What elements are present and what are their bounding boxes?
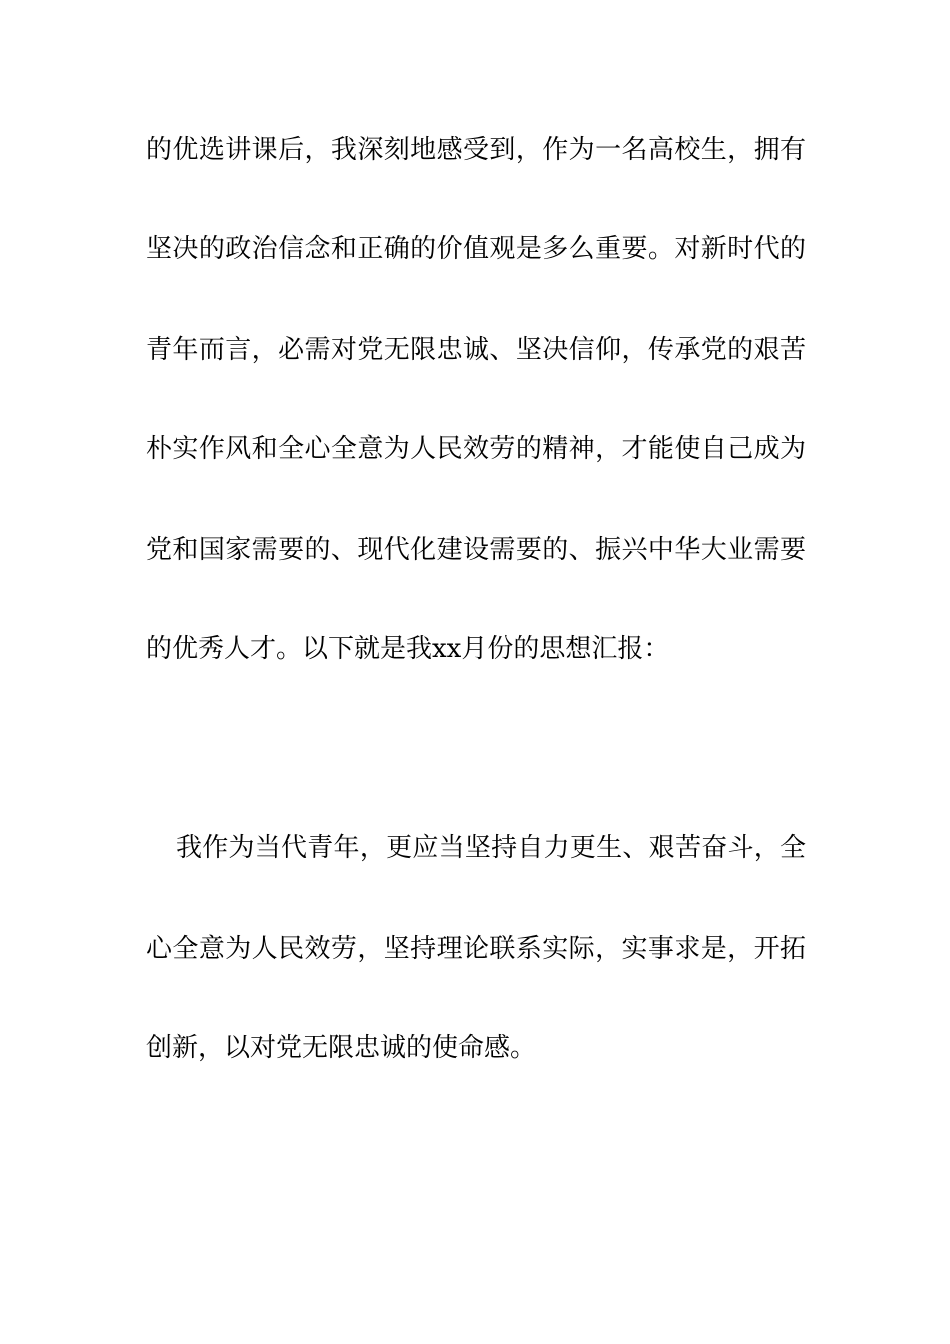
paragraph-2-line-3: 创新，以对党无限忠诚的使命感。 [146,1033,537,1063]
paragraph-2-line-2: 心全意为人民效劳，坚持理论联系实际，实事求是，开拓 [146,934,806,964]
paragraph-1-line-4: 朴实作风和全心全意为人民效劳的精神，才能使自己成为 [146,434,806,464]
paragraph-1-line-2: 坚决的政治信念和正确的价值观是多么重要。对新时代的 [146,234,806,264]
paragraph-1-line-6: 的优秀人才。以下就是我xx月份的思想汇报： [146,634,670,664]
paragraph-1-line-5: 党和国家需要的、现代化建设需要的、振兴中华大业需要 [146,535,806,565]
paragraph-1-line-1: 的优选讲课后，我深刻地感受到，作为一名高校生，拥有 [146,135,806,165]
paragraph-2-line-1: 我作为当代青年，更应当坚持自力更生、艰苦奋斗，全 [176,833,806,863]
paragraph-1-line-3: 青年而言，必需对党无限忠诚、坚决信仰，传承党的艰苦 [146,335,806,365]
